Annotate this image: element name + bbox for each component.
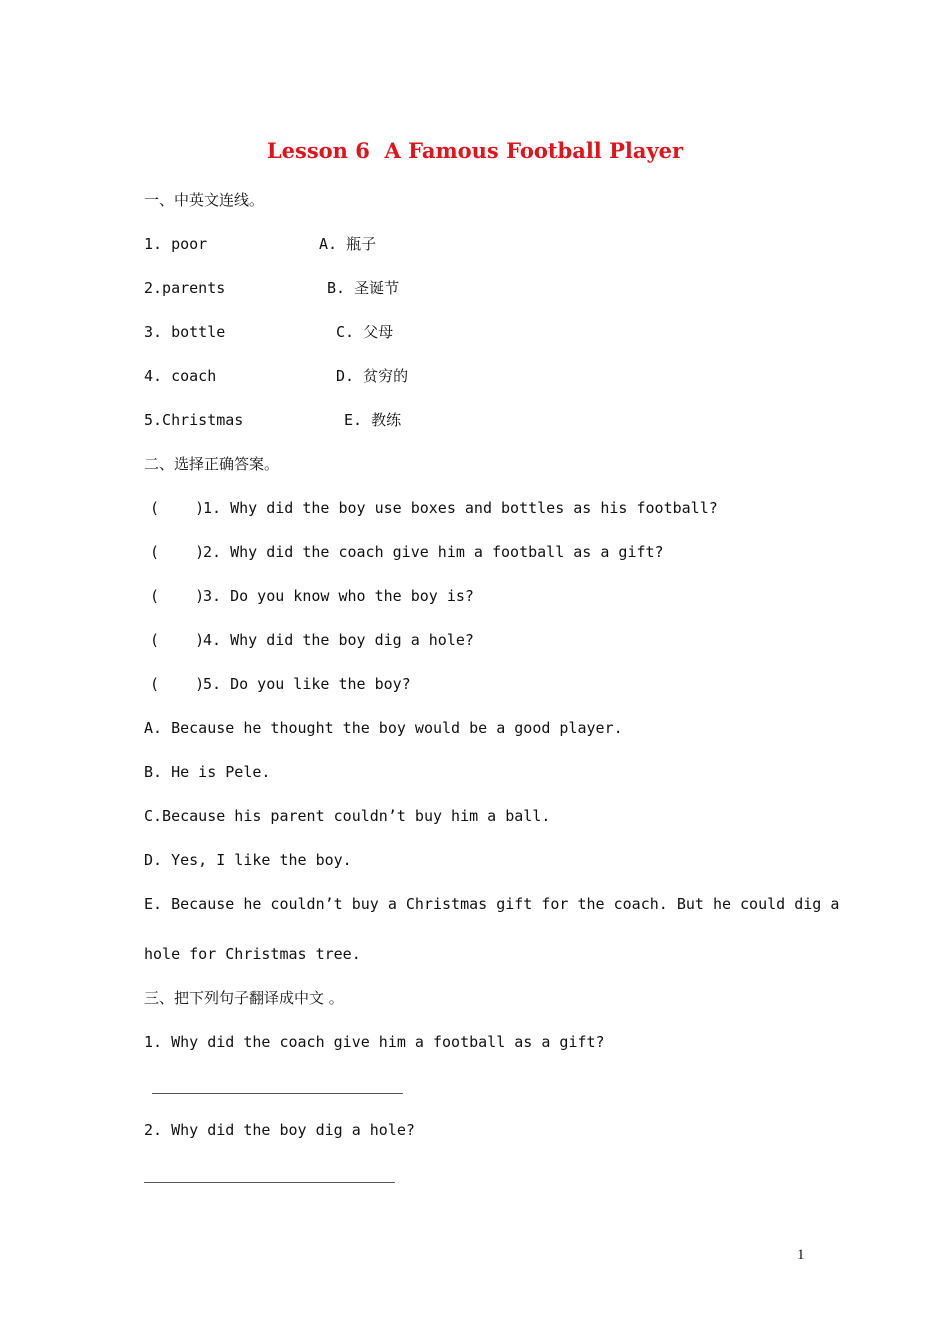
answer-option: B. He is Pele. [144,763,271,781]
question-text: 1. Why did the boy use boxes and bottles as his football? [203,499,718,517]
section-3-heading: 三、把下列句子翻译成中文 。 [144,989,344,1007]
answer-line[interactable] [152,1093,403,1094]
match-left-item: 4. coach [144,367,217,385]
lesson-title: Lesson 6 A Famous Football Player [266,138,684,163]
match-right-item: D. 贫穷的 [336,367,409,385]
match-right-item: B. 圣诞节 [327,279,400,297]
section-1-heading: 一、中英文连线。 [144,191,265,209]
answer-option: D. Yes, I like the boy. [144,851,352,869]
question-text: 2. Why did the coach give him a football as a gift? [203,543,664,561]
answer-option-continued: hole for Christmas tree. [144,945,361,963]
answer-blank[interactable]: ( ) [150,587,205,605]
translation-item: 1. Why did the coach give him a football as a gift? [144,1033,605,1051]
match-left-item: 5.Christmas [144,411,244,429]
answer-blank[interactable]: ( ) [150,499,205,517]
match-right-item: C. 父母 [336,323,394,341]
translation-item: 2. Why did the boy dig a hole? [144,1121,415,1139]
answer-option: A. Because he thought the boy would be a good player. [144,719,623,737]
answer-option: C.Because his parent couldn’t buy him a ball. [144,807,551,825]
answer-blank[interactable]: ( ) [150,543,205,561]
match-left-item: 2.parents [144,279,226,297]
match-left-item: 3. bottle [144,323,226,341]
match-right-item: A. 瓶子 [319,235,377,253]
section-2-heading: 二、选择正确答案。 [144,455,280,473]
match-left-item: 1. poor [144,235,208,253]
match-right-item: E. 教练 [344,411,402,429]
question-text: 3. Do you know who the boy is? [203,587,474,605]
question-text: 5. Do you like the boy? [203,675,411,693]
answer-option: E. Because he couldn’t buy a Christmas gift for the coach. But he could dig a [144,895,840,913]
answer-blank[interactable]: ( ) [150,675,205,693]
answer-blank[interactable]: ( ) [150,631,205,649]
page-number: 1 [797,1247,805,1263]
question-text: 4. Why did the boy dig a hole? [203,631,474,649]
answer-line[interactable] [144,1182,395,1183]
